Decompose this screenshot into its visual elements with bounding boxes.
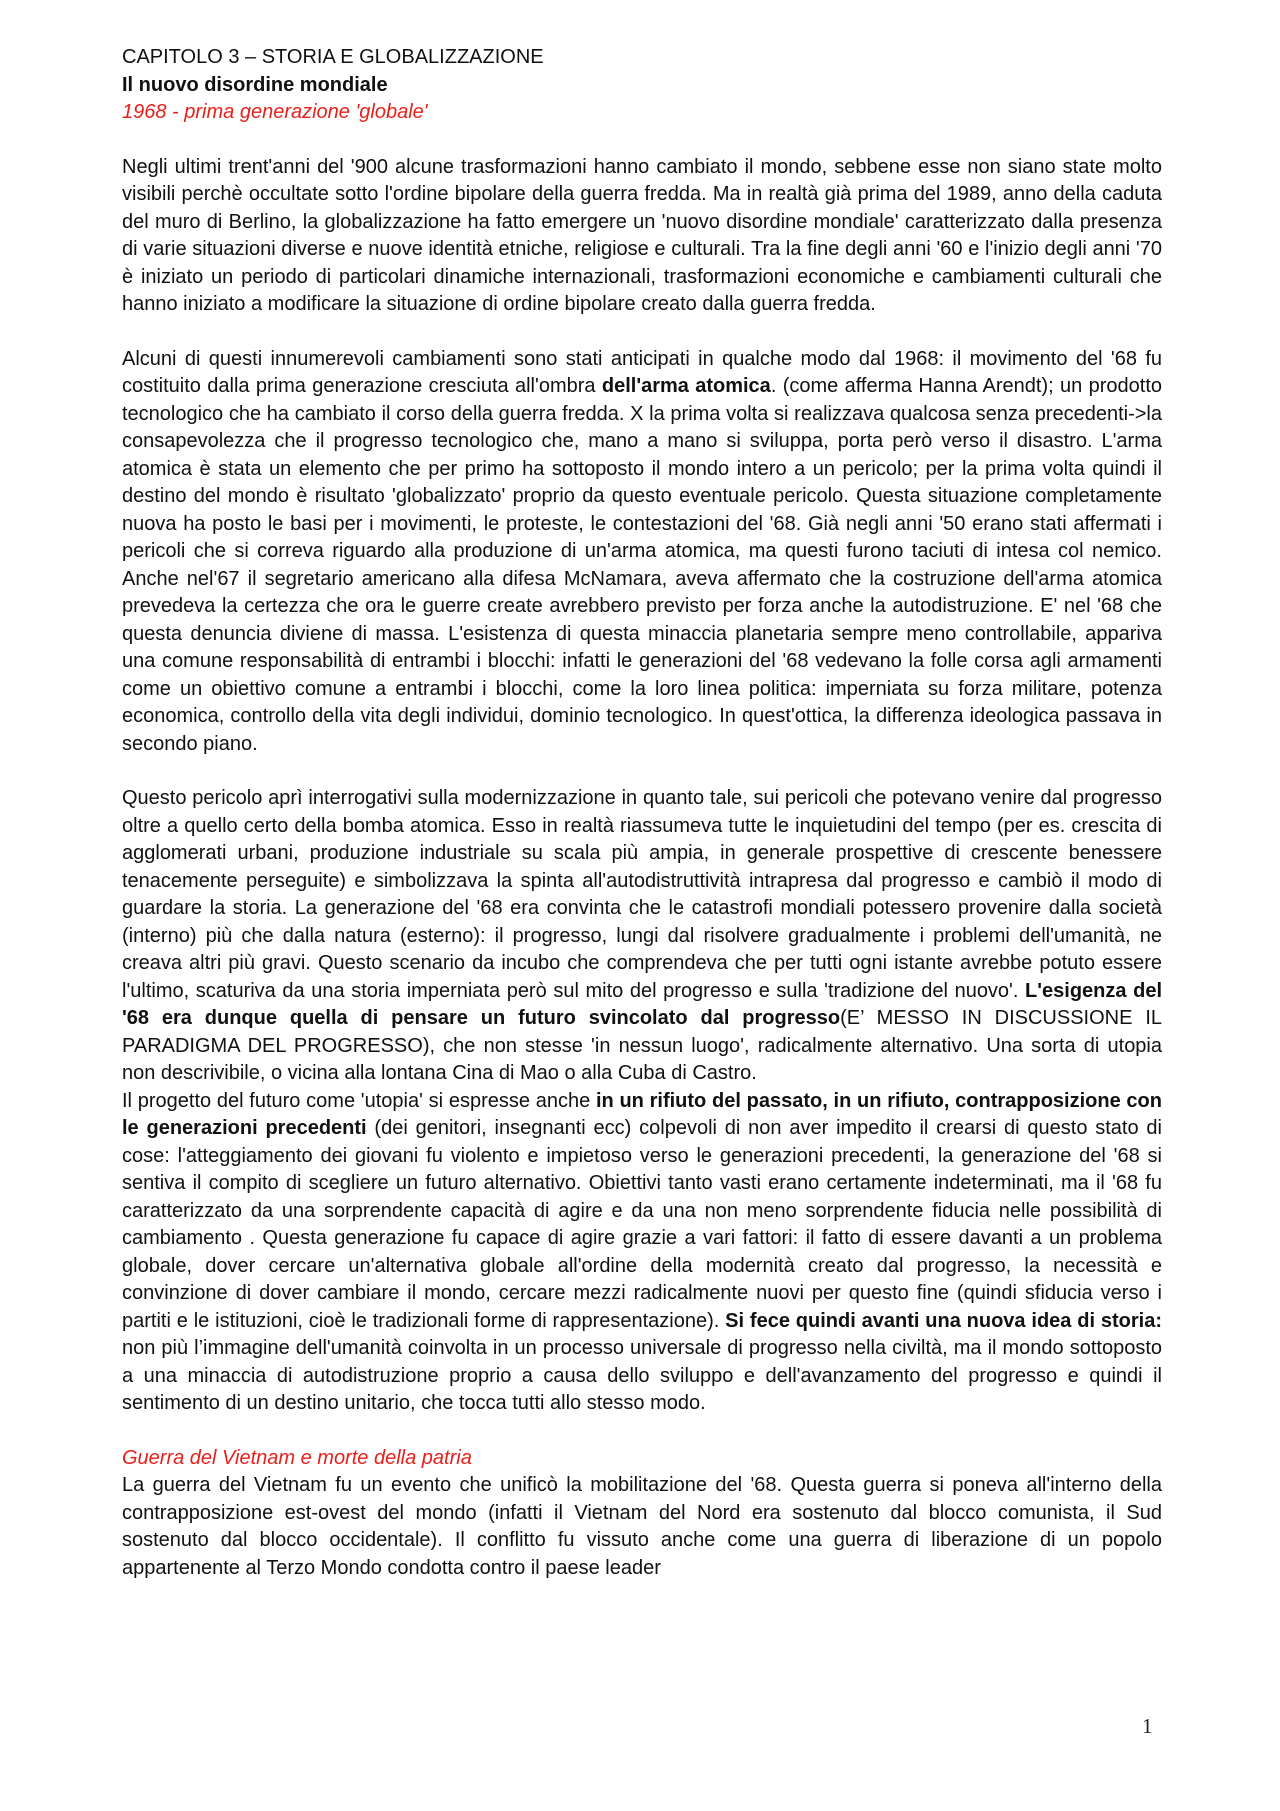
- page-content: [122, 44, 1162, 1582]
- chapter-title: CAPITOLO 3 – STORIA E GLOBALIZZAZIONE: [122, 46, 544, 68]
- chapter-subtitle: Il nuovo disordine mondiale: [122, 73, 388, 96]
- section-heading-vietnam: Guerra del Vietnam e morte della patria: [122, 1446, 472, 1469]
- paragraph-2: Alcuni di questi innumerevoli cambiamenti sono stati anticipati in qualche modo dal 1968: il movimento del '68 fu costituito dalla prima generazione cresciuta all'ombra dell'arma atomica. (come afferma Hanna Arendt); un prodotto tecnologico che ha cambiato il corso della guerra fredda. X la prima volta si realizzava qualcosa senza precedenti->la consapevolezza che il progresso tecnologico che, mano a mano si sviluppa, porta però verso il disastro. L'arma atomica è stata un elemento che per primo ha sottoposto il mondo intero a un pericolo; per la prima volta quindi il destino del mondo è risultato 'globalizzato' proprio da questo eventuale pericolo. Questa situazione completamente nuova ha posto le basi per i movimenti, le proteste, le contestazioni del '68. Già negli anni '50 erano stati affermati i pericoli che si correva riguardo alla produzione di un'arma atomica, ma questi furono taciuti di intesa col nemico. Anche nel'67 il segretario americano alla difesa McNamara, aveva affermato che la costruzione dell'arma atomica prevedeva la certezza che ora le guerre create avrebbero previsto per forza anche la autodistruzione. E' nel '68 che questa denuncia diviene di massa. L'esistenza di questa minaccia planetaria sempre meno controllabile, appariva una comune responsabilità di entrambi i blocchi: infatti le generazioni del '68 vedevano la folle corsa agli armamenti come un obiettivo comune a entrambi i blocchi, come la loro linea politica: imperniata su forza militare, potenza economica, controllo della vita degli individui, dominio tecnologico. In quest'ottica, la differenza ideologica passava in secondo piano.: [122, 347, 1163, 755]
- page-number: 1: [1142, 1714, 1153, 1738]
- paragraph-4: Il progetto del futuro come 'utopia' si espresse anche in un rifiuto del passato, in un rifiuto, contrapposizione con le generazioni precedenti (dei genitori, insegnanti ecc) colpevoli di non aver impedito il crearsi di questo stato di cose: l'atteggiamento dei giovani fu violento e impietoso verso le generazioni precedenti, la generazione del '68 si sentiva il compito di scegliere un futuro alternativo. Obiettivi tanto vasti erano certamente indeterminati, ma il '68 fu caratterizzato da una sorprendente capacità di agire e da una non meno sorprendente fiducia nelle possibilità di cambiamento . Questa generazione fu capace di agire grazie a vari fattori: il fatto di essere davanti a un problema globale, dover cercare un'alternativa globale all'ordine della modernità creato dal progresso, la necessità e convinzione di dover cambiare il mondo, cercare mezzi radicalmente nuovi per questo fine (quindi sfiducia verso i partiti e le istituzioni, cioè le tradizionali forme di rappresentazione). Si fece quindi avanti una nuova idea di storia: non più l’immagine dell'umanità coinvolta in un processo universale di progresso nella civiltà, ma il mondo sottoposto a una minaccia di autodistruzione proprio a causa dello sviluppo e dell'avanzamento del progresso e quindi il sentimento di un destino unitario, che tocca tutti allo stesso modo.: [122, 1089, 1163, 1414]
- section-heading: 1968 - prima generazione 'globale': [122, 101, 428, 123]
- paragraph-1: Negli ultimi trent'anni del '900 alcune trasformazioni hanno cambiato il mondo, sebbene esse non siano state molto visibili perchè occultate sotto l'ordine bipolare della guerra fredda. Ma in realtà già prima del 1989, anno della caduta del muro di Berlino, la globalizzazione ha fatto emergere un 'nuovo disordine mondiale' caratterizzato dalla presenza di varie situazioni diverse e nuove identità etniche, religiose e culturali. Tra la fine degli anni '60 e l'inizio degli anni '70 è iniziato un periodo di particolari dinamiche internazionali, trasformazioni economiche e cambiamenti culturali che hanno iniziato a modificare la situazione di ordine bipolare creato dalla guerra fredda.: [122, 155, 1162, 315]
- paragraph-3: Questo pericolo aprì interrogativi sulla modernizzazione in quanto tale, sui pericoli che potevano venire dal progresso oltre a quello certo della bomba atomica. Esso in realtà riassumeva tutte le inquietudini del tempo (per es. crescita di agglomerati urbani, produzione industriale su scala più ampia, in generale prospettive di crescente benessere tenacemente perseguite) e simbolizzava la spinta all'autodistruttività intrapresa dal progresso e cambiò il modo di guardare la storia. La generazione del '68 era convinta che le catastrofi mondiali potessero provenire dalla società (interno) più che dalla natura (esterno): il progresso, lungi dal risolvere gradualmente i problemi dell'umanità, ne creava altri più gravi. Questo scenario da incubo che comprendeva che per tutti ogni istante avrebbe potuto essere l'ultimo, scaturiva da una storia imperniata però sul mito del progresso e sulla 'tradizione del nuovo'. L'esigenza del '68 era dunque quella di pensare un futuro svincolato dal progresso(E’ MESSO IN DISCUSSIONE IL PARADIGMA DEL PROGRESSO), che non stesse 'in nessun luogo', radicalmente alternativo. Una sorta di utopia non descrivibile, o vicina alla lontana Cina di Mao o alla Cuba di Castro.: [122, 787, 1162, 1084]
- paragraph-vietnam: La guerra del Vietnam fu un evento che unificò la mobilitazione del '68. Questa guerra si poneva all'interno della contrapposizione est-ovest del mondo (infatti il Vietnam del Nord era sostenuto dal blocco comunista, il Sud sostenuto dal blocco occidentale). Il conflitto fu vissuto anche come una guerra di liberazione di un popolo appartenente al Terzo Mondo condotta contro il paese leader: [122, 1474, 1162, 1579]
